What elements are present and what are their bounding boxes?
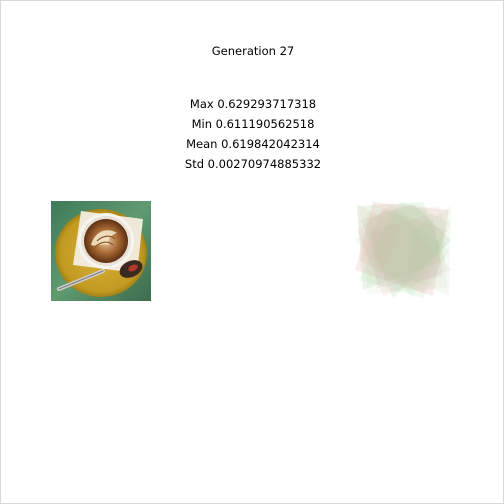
target-image <box>51 201 151 301</box>
generation-title: Generation 27 <box>211 44 295 58</box>
evolved-image <box>353 200 453 300</box>
fitness-stats <box>1 94 504 174</box>
coffee-cup-latte-art-icon <box>51 201 151 301</box>
stat-std: Std 0.00270974885332 <box>184 157 322 171</box>
stat-mean: Mean 0.619842042314 <box>186 137 320 151</box>
stat-min: Min 0.611190562518 <box>191 117 315 131</box>
translucent-polygons-icon <box>353 200 453 300</box>
stat-max: Max 0.629293717318 <box>189 97 317 111</box>
